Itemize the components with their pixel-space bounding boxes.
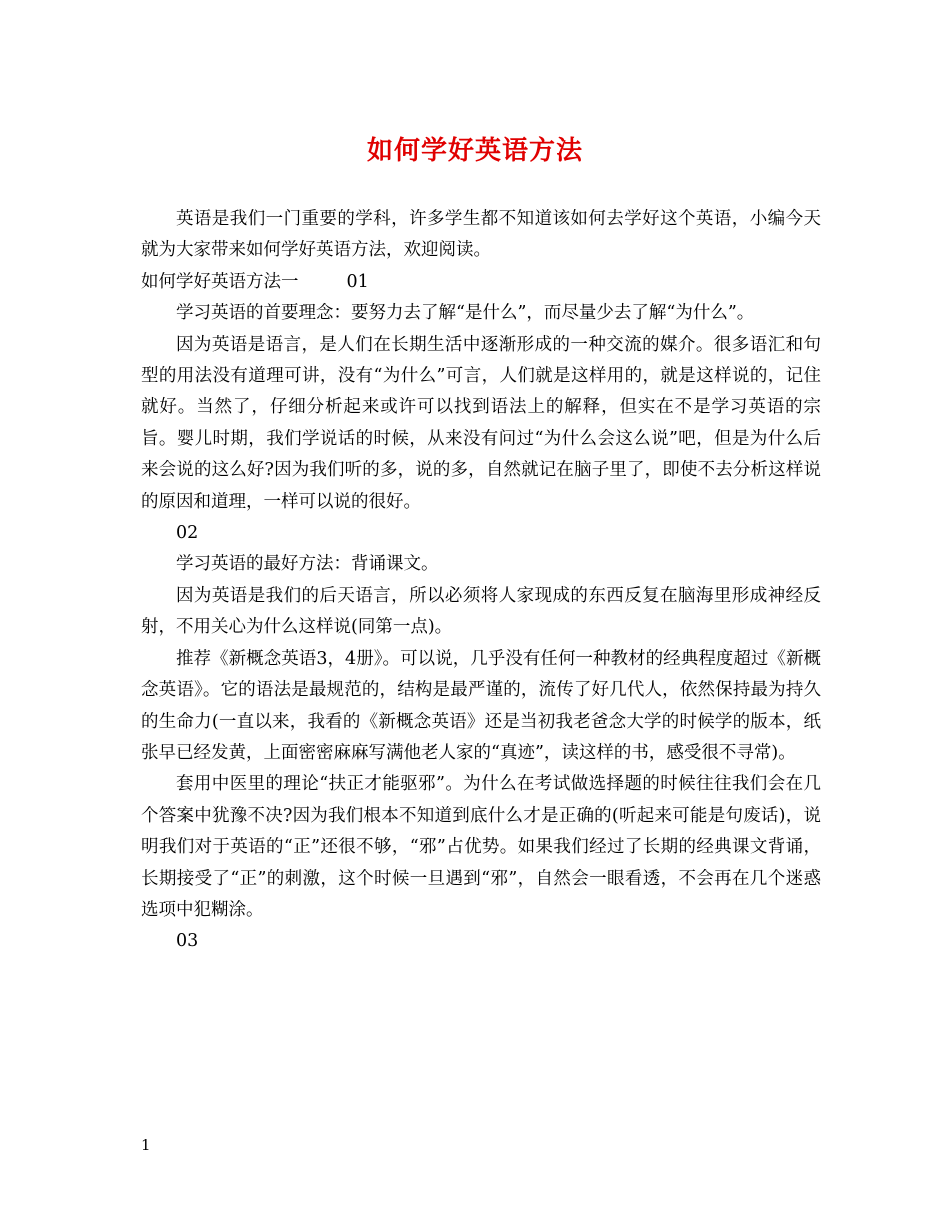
- paragraph: 学习英语的最好方法：背诵课文。: [176, 554, 439, 575]
- section-number-03: 03: [176, 931, 199, 952]
- paragraph: 推荐《新概念英语3，4册》。可以说，几乎没有任何一种教材的经典程度超过《新概念英语》。它的语法是最规范的，结构是最严谨的，流传了好几代人，依然保持最为持久的生命力(一直以来，我看的《新概念英语》还是当初我老爸念大学的时候学的版本，纸张早已经发黄，上面密密麻麻写满他老人家的“真迹”，读这样的书，感受很不寻常)。: [141, 648, 821, 763]
- document-body: [141, 204, 821, 958]
- section-heading: 如何学好英语方法一: [141, 271, 299, 292]
- document-title: 如何学好英语方法: [366, 136, 583, 166]
- paragraph: 因为英语是语言，是人们在长期生活中逐渐形成的一种交流的媒介。很多语汇和句型的用法没有道理可讲，没有“为什么”可言，人们就是这样用的，就是这样说的，记住就好。当然了，仔细分析起来或许可以找到语法上的解释，但实在不是学习英语的宗旨。婴儿时期，我们学说话的时候，从来没有问过“为什么会这么说”吧，但是为什么后来会说的这么好?因为我们听的多，说的多，自然就记在脑子里了，即使不去分析这样说的原因和道理，一样可以说的很好。: [141, 334, 821, 512]
- section-heading-line: [141, 267, 821, 298]
- section-number: 01: [346, 271, 369, 292]
- page-number: 1: [141, 1136, 151, 1154]
- paragraph: 学习英语的首要理念：要努力去了解“是什么”，而尽量少去了解“为什么”。: [176, 303, 755, 324]
- paragraph: 套用中医里的理论“扶正才能驱邪”。为什么在考试做选择题的时候往往我们会在几个答案中犹豫不决?因为我们根本不知道到底什么才是正确的(听起来可能是句废话)，说明我们对于英语的“正”还很不够，“邪”占优势。如果我们经过了长期的经典课文背诵，长期接受了“正”的刺激，这个时候一旦遇到“邪”，自然会一眼看透，不会再在几个迷惑选项中犯糊涂。: [141, 774, 821, 920]
- section-number-02: 02: [176, 523, 199, 544]
- paragraph: 因为英语是我们的后天语言，所以必须将人家现成的东西反复在脑海里形成神经反射，不用关心为什么这样说(同第一点)。: [141, 585, 821, 638]
- intro-paragraph: 英语是我们一门重要的学科，许多学生都不知道该如何去学好这个英语，小编今天就为大家带来如何学好英语方法，欢迎阅读。: [141, 209, 821, 261]
